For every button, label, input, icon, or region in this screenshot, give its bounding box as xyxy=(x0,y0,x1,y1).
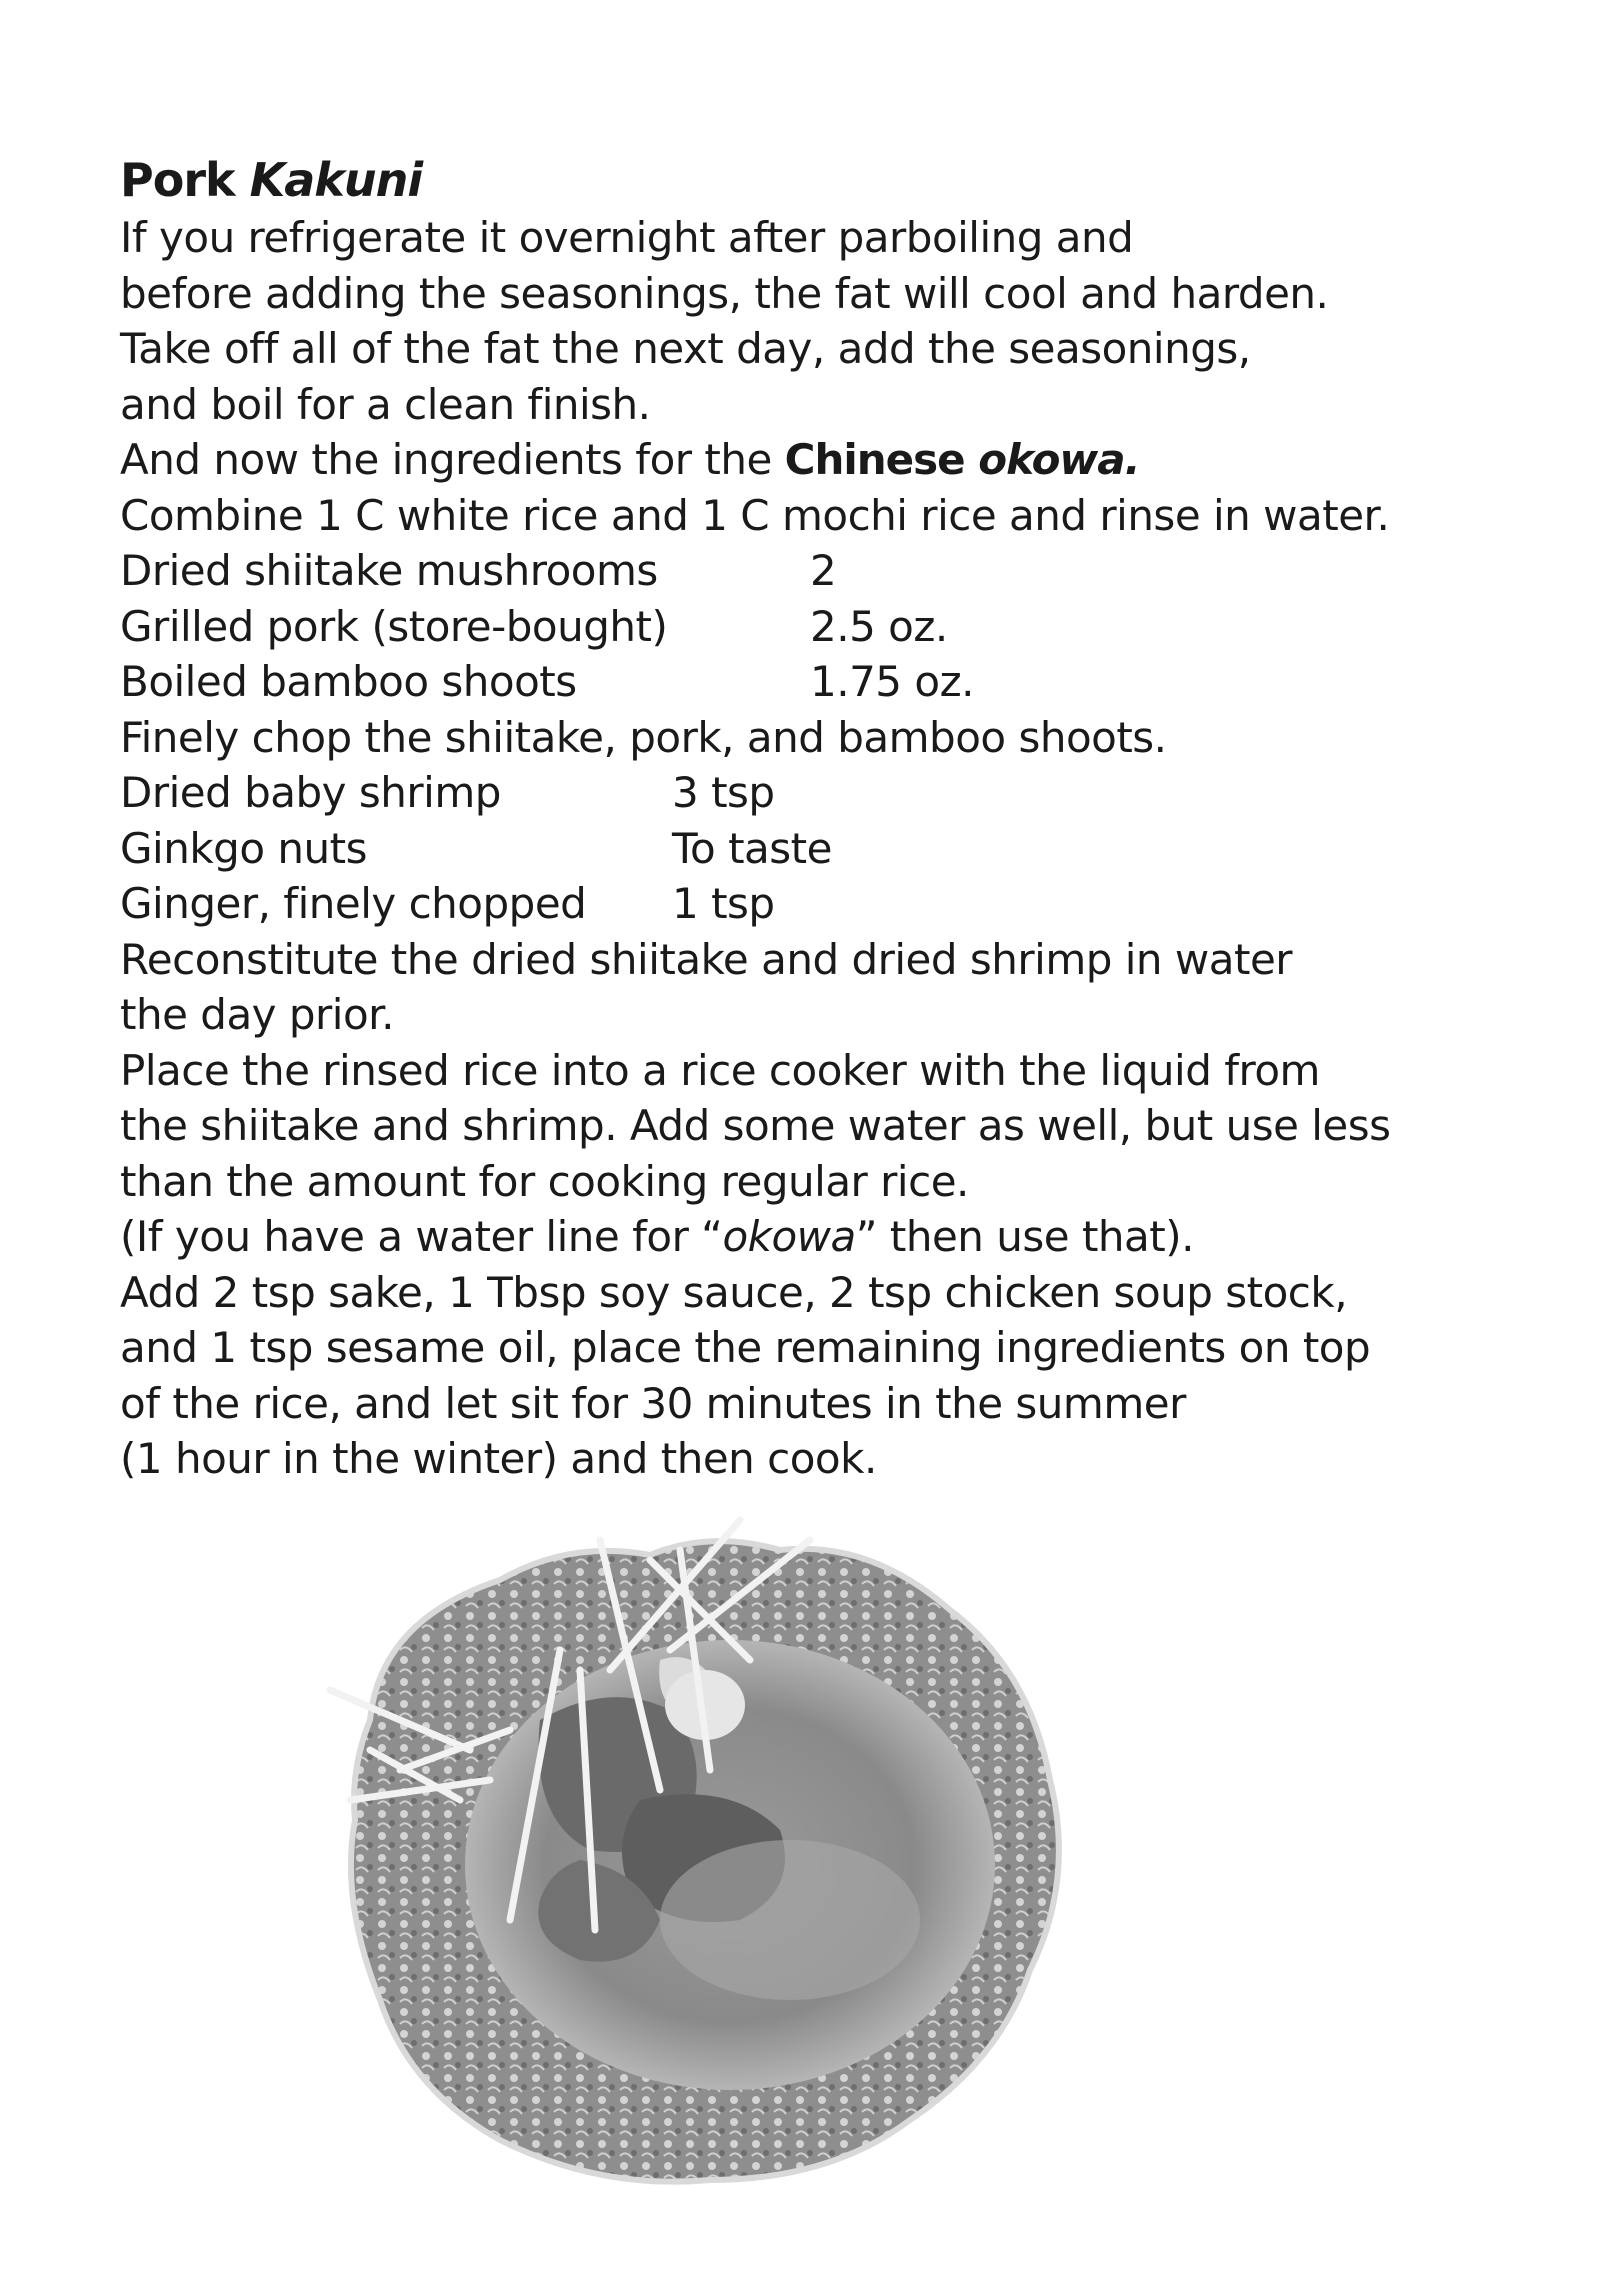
ingredient-row xyxy=(120,654,1500,710)
final-line: (1 hour in the winter) and then cook. xyxy=(120,1434,877,1483)
okowa-heading-prefix: And now the ingredients for the xyxy=(120,435,785,484)
ingredient-amount: To taste xyxy=(672,823,832,873)
place-line: the shiitake and shrimp. Add some water as well, but use less xyxy=(120,1101,1391,1150)
recipe-title xyxy=(120,150,1500,210)
ingredient-name: Grilled pork (store-bought) xyxy=(120,601,668,651)
intro-line: If you refrigerate it overnight after parboiling and xyxy=(120,213,1134,262)
ingredient-amount: 1 tsp xyxy=(672,879,775,928)
reconstitute-line: Reconstitute the dried shiitake and dried shrimp in water xyxy=(120,934,1293,984)
ingredient-amount: 2.5 oz. xyxy=(810,601,948,651)
ingredient-amount: 2 xyxy=(810,546,837,595)
title-prefix: Pork xyxy=(120,153,235,207)
ingredient-name: Boiled bamboo shoots xyxy=(120,657,577,706)
final-line: Add 2 tsp sake, 1 Tbsp soy sauce, 2 tsp chicken soup stock, xyxy=(120,1267,1348,1317)
intro-line: and boil for a clean finish. xyxy=(120,379,651,429)
final-line: of the rice, and let sit for 30 minutes in the summer xyxy=(120,1378,1186,1428)
waterline-note xyxy=(120,1209,1500,1265)
waterline-italic: okowa xyxy=(722,1212,856,1261)
ingredient-row xyxy=(120,876,1500,932)
ingredient-amount: 3 tsp xyxy=(672,768,775,817)
okowa-heading-bold-italic: okowa. xyxy=(978,435,1140,484)
final-line: and 1 tsp sesame oil, place the remaining ingredients on top xyxy=(120,1323,1371,1372)
recipe-text xyxy=(120,150,1500,1487)
ingredient-row xyxy=(120,543,1500,599)
chop-line: Finely chop the shiitake, pork, and bamboo shoots. xyxy=(120,712,1167,762)
ingredient-name: Ginkgo nuts xyxy=(120,823,367,873)
ingredient-row xyxy=(120,821,1500,877)
waterline-prefix: (If you have a water line for “ xyxy=(120,1212,723,1261)
title-italic: Kakuni xyxy=(249,153,423,207)
place-line: Place the rinsed rice into a rice cooker with the liquid from xyxy=(120,1045,1320,1095)
place-line: than the amount for cooking regular rice. xyxy=(120,1156,969,1206)
ingredient-row xyxy=(120,599,1500,655)
ingredient-name: Ginger, finely chopped xyxy=(120,879,587,928)
ingredient-amount: 1.75 oz. xyxy=(810,657,974,706)
ingredient-row xyxy=(120,765,1500,821)
waterline-suffix: ” then use that). xyxy=(855,1212,1194,1261)
dish-photo xyxy=(310,1500,1100,2200)
okowa-heading-bold: Chinese xyxy=(784,435,979,484)
intro-line: Take off all of the fat the next day, add the seasonings, xyxy=(120,324,1251,373)
combine-line: Combine 1 C white rice and 1 C mochi rice and rinse in water. xyxy=(120,490,1390,540)
reconstitute-line: the day prior. xyxy=(120,990,394,1039)
intro-line: before adding the seasonings, the fat will cool and harden. xyxy=(120,268,1329,318)
okowa-heading xyxy=(120,432,1500,488)
dish-illustration xyxy=(310,1500,1100,2200)
ingredient-name: Dried baby shrimp xyxy=(120,768,501,817)
ingredient-name: Dried shiitake mushrooms xyxy=(120,546,658,595)
